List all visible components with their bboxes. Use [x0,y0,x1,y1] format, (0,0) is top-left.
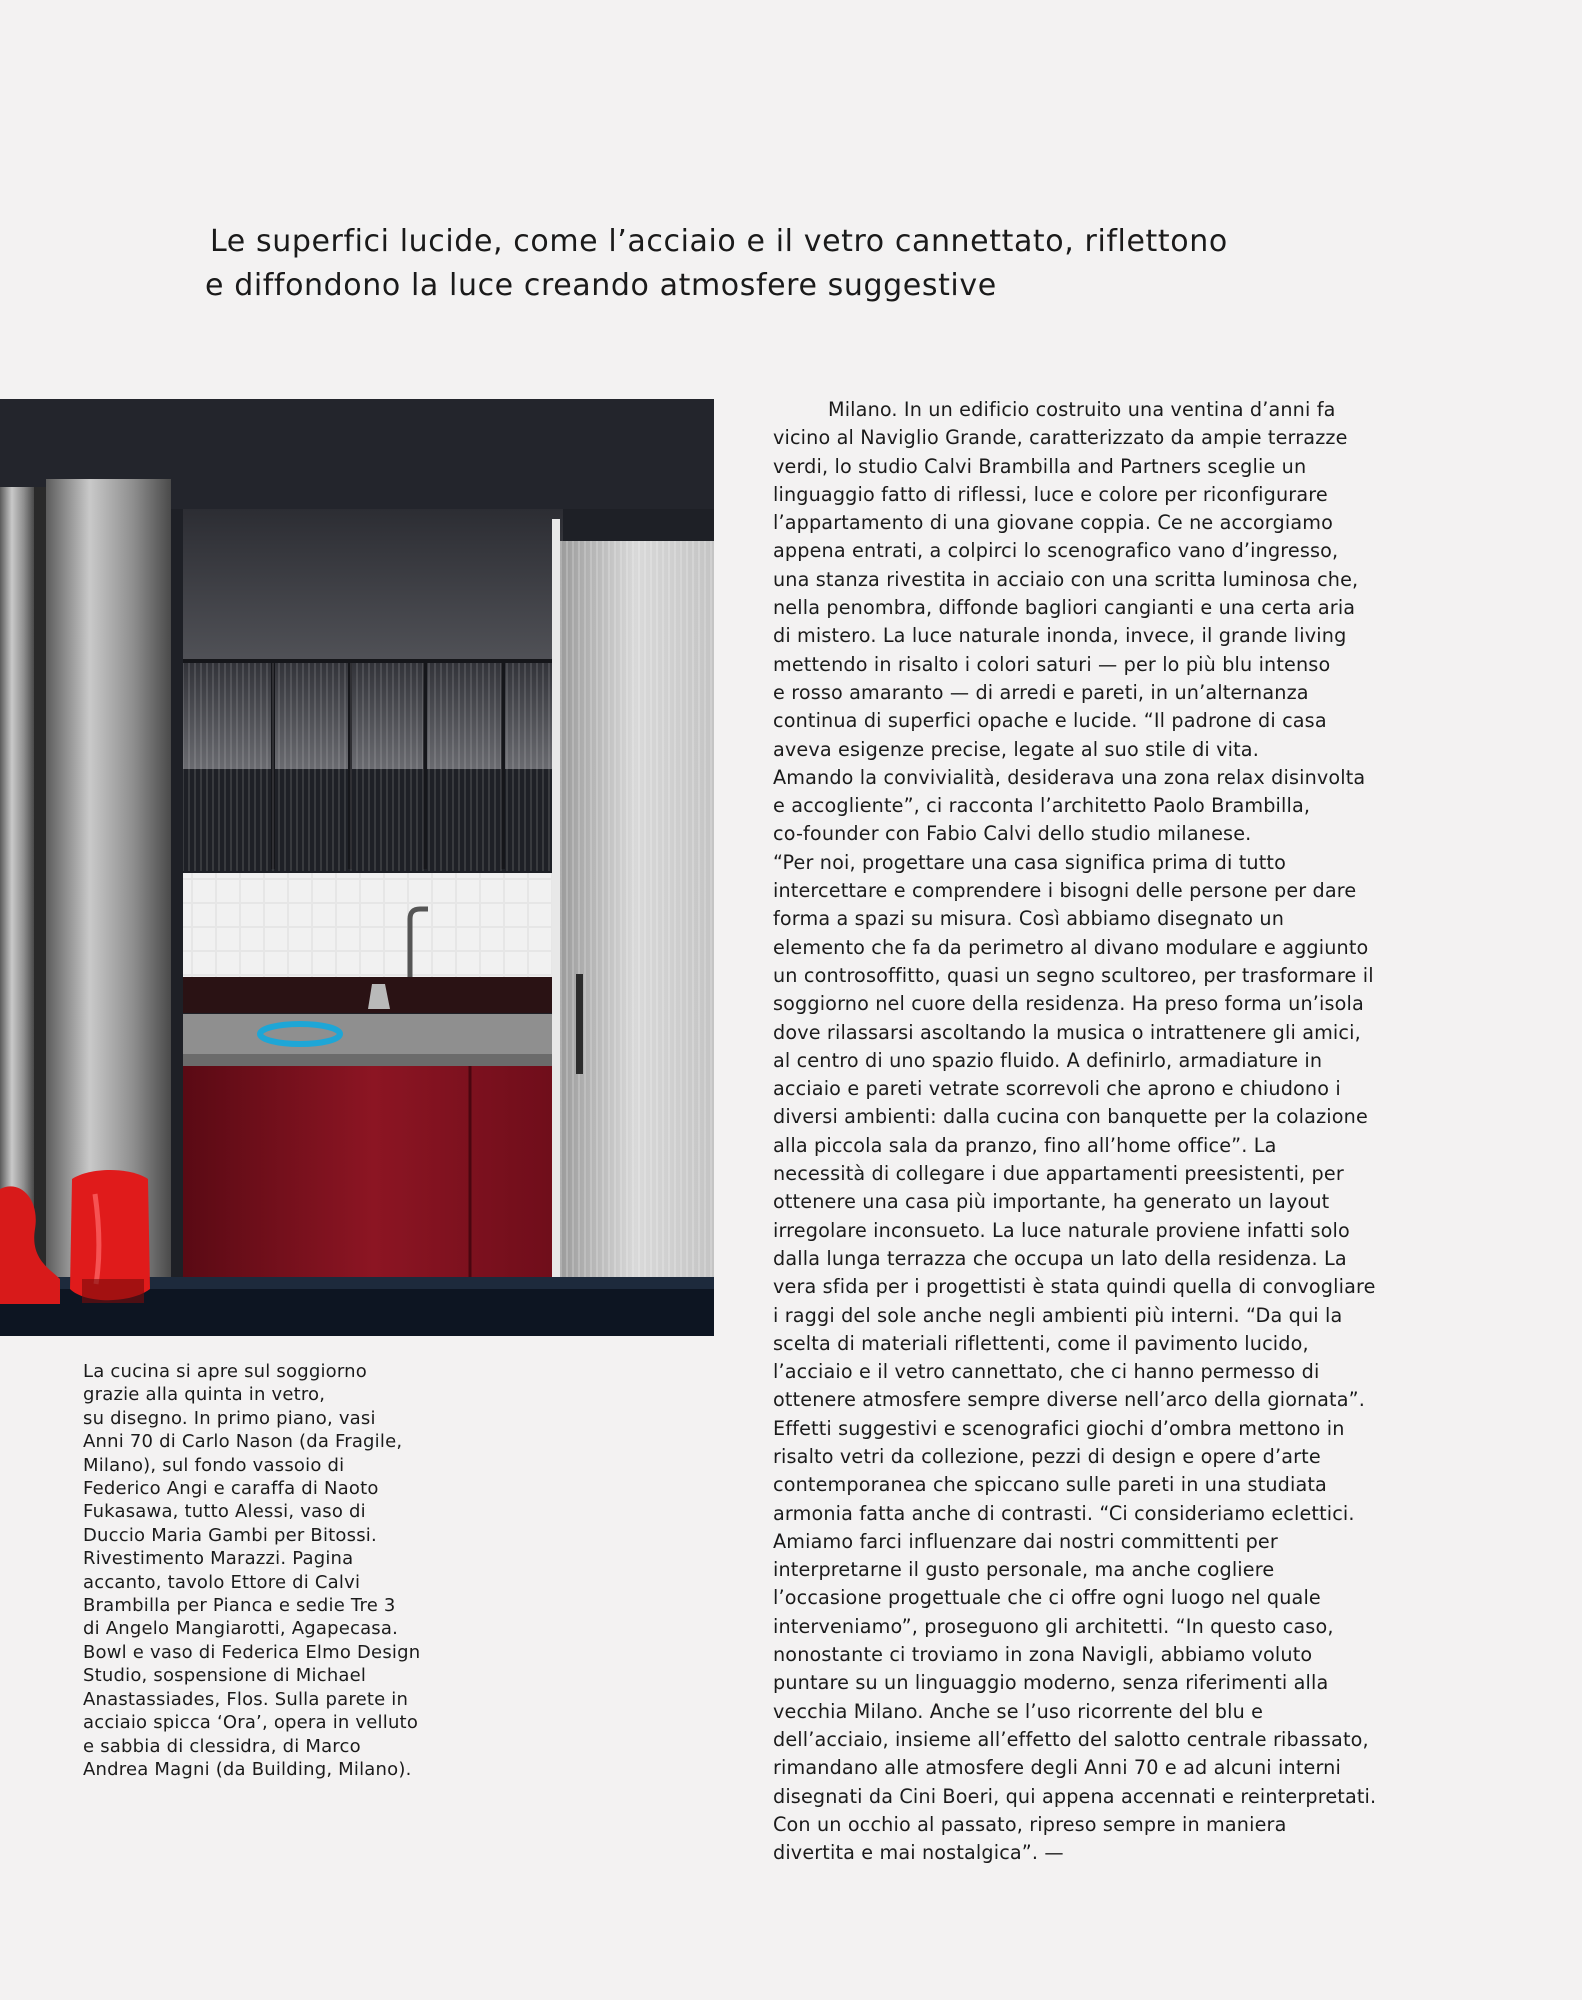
body-line: l’occasione progettuale che ci offre ogni luogo nel quale [773,1586,1321,1610]
body-line: verdi, lo studio Calvi Brambilla and Partners sceglie un [773,454,1307,478]
caption-line: Milano), sul fondo vassoio di [83,1454,345,1476]
body-line: e accogliente”, ci racconta l’architetto Paolo Brambilla, [773,794,1311,818]
body-line: nonostante ci troviamo in zona Navigli, abbiamo voluto [773,1643,1313,1667]
photo-caption [83,1360,463,1781]
pull-quote-line-1: Le superfici lucide, come l’acciaio e il vetro cannettato, riflettono [210,224,1228,259]
pull-quote [205,220,1360,308]
body-line: l’appartamento di una giovane coppia. Ce ne accorgiamo [773,511,1333,535]
body-line: Amando la convivialità, desiderava una zona relax disinvolta [773,765,1366,789]
caption-line: Studio, sospensione di Michael [83,1665,367,1687]
body-line: e rosso amaranto — di arredi e pareti, in un’alternanza [773,680,1309,704]
pull-quote-line-2: e diffondono la luce creando atmosfere suggestive [205,268,997,303]
body-line: irregolare inconsueto. La luce naturale proviene infatti solo [773,1218,1350,1242]
caption-line: Federico Angi e caraffa di Naoto [83,1478,379,1500]
body-line: al centro di uno spazio fluido. A definirlo, armadiature in [773,1048,1323,1072]
caption-line: Bowl e vaso di Federica Elmo Design [83,1641,421,1663]
caption-line: Duccio Maria Gambi per Bitossi. [83,1524,377,1546]
article-body [773,396,1413,1867]
body-line: soggiorno nel cuore della residenza. Ha preso forma un’isola [773,992,1364,1016]
caption-line: Rivestimento Marazzi. Pagina [83,1548,354,1570]
body-line: rimandano alle atmosfere degli Anni 70 e ad alcuni interni [773,1756,1341,1780]
body-line: forma a spazi su misura. Così abbiamo disegnato un [773,907,1285,931]
body-line: i raggi del sole anche negli ambienti più interni. “Da qui la [773,1303,1343,1327]
body-line: dove rilassarsi ascoltando la musica o intrattenere gli amici, [773,1020,1361,1044]
caption-line: La cucina si apre sul soggiorno [83,1361,367,1382]
body-line: necessità di collegare i due appartamenti preesistenti, per [773,1162,1344,1186]
caption-line: Anni 70 di Carlo Nason (da Fragile, [83,1431,403,1453]
caption-line: acciaio spicca ‘Ora’, opera in velluto [83,1712,419,1734]
body-line: “Per noi, progettare una casa significa prima di tutto [773,850,1286,874]
body-line: appena entrati, a colpirci lo scenografico vano d’ingresso, [773,539,1339,563]
body-line: armonia fatta anche di contrasti. “Ci consideriamo eclettici. [773,1501,1355,1525]
body-line: una stanza rivestita in acciaio con una scritta luminosa che, [773,567,1359,591]
body-line: vera sfida per i progettisti è stata quindi quella di convogliare [773,1275,1376,1299]
caption-line: di Angelo Mangiarotti, Agapecasa. [83,1618,399,1640]
body-line: elemento che fa da perimetro al divano modulare e aggiunto [773,935,1369,959]
body-line: diversi ambienti: dalla cucina con banquette per la colazione [773,1105,1368,1129]
body-line: contemporanea che spiccano sulle pareti in una studiata [773,1473,1327,1497]
body-line: acciaio e pareti vetrate scorrevoli che aprono e chiudono i [773,1077,1341,1101]
body-line: dalla lunga terrazza che occupa un lato della residenza. La [773,1246,1347,1270]
body-line: Milano. In un edificio costruito una ventina d’anni fa [828,398,1336,421]
body-line: disegnati da Cini Boeri, qui appena accennati e reinterpretati. [773,1784,1377,1808]
body-line: un controsoffitto, quasi un segno scultoreo, per trasformare il [773,963,1374,987]
body-line: Con un occhio al passato, ripreso sempre in maniera [773,1812,1287,1836]
body-line: divertita e mai nostalgica”. — [773,1841,1064,1865]
body-line: interveniamo”, proseguono gli architetti. “In questo caso, [773,1614,1334,1638]
body-line: interpretarne il gusto personale, ma anche cogliere [773,1558,1275,1582]
body-line: vicino al Naviglio Grande, caratterizzato da ampie terrazze [773,426,1348,450]
caption-line: e sabbia di clessidra, di Marco [83,1735,361,1757]
body-line: di mistero. La luce naturale inonda, invece, il grande living [773,624,1347,648]
body-line: aveva esigenze precise, legate al suo stile di vita. [773,737,1259,761]
body-line: scelta di materiali riflettenti, come il pavimento lucido, [773,1331,1309,1355]
caption-line: accanto, tavolo Ettore di Calvi [83,1571,361,1593]
body-line: risalto vetri da collezione, pezzi di design e opere d’arte [773,1444,1321,1468]
body-line: ottenere atmosfere sempre diverse nell’arco della giornata”. [773,1388,1365,1412]
body-line: co-founder con Fabio Calvi dello studio milanese. [773,822,1252,846]
caption-line: grazie alla quinta in vetro, [83,1384,326,1406]
caption-line: Andrea Magni (da Building, Milano). [83,1758,412,1780]
body-line: continua di superfici opache e lucide. “Il padrone di casa [773,709,1327,733]
body-line: Effetti suggestivi e scenografici giochi d’ombra mettono in [773,1416,1345,1440]
body-line: linguaggio fatto di riflessi, luce e colore per riconfigurare [773,482,1328,506]
body-line: mettendo in risalto i colori saturi — per lo più blu intenso [773,652,1331,676]
body-line: dell’acciaio, insieme all’effetto del salotto centrale ribassato, [773,1727,1369,1751]
body-line: vecchia Milano. Anche se l’uso ricorrente del blu e [773,1699,1264,1723]
body-line: puntare su un linguaggio moderno, senza riferimenti alla [773,1671,1329,1695]
body-line: nella penombra, diffonde bagliori cangianti e una certa aria [773,596,1356,620]
caption-line: Anastassiades, Flos. Sulla parete in [83,1688,409,1710]
body-line: Amiamo farci influenzare dai nostri committenti per [773,1529,1278,1553]
body-line: intercettare e comprendere i bisogni delle persone per dare [773,879,1357,903]
caption-line: Fukasawa, tutto Alessi, vaso di [83,1501,366,1523]
caption-line: Brambilla per Pianca e sedie Tre 3 [83,1595,396,1617]
body-line: ottenere una casa più importante, ha generato un layout [773,1190,1330,1214]
body-line: alla piccola sala da pranzo, fino all’home office”. La [773,1133,1277,1157]
kitchen-photo [0,399,714,1336]
caption-line: su disegno. In primo piano, vasi [83,1407,376,1429]
body-line: l’acciaio e il vetro cannettato, che ci hanno permesso di [773,1360,1320,1384]
